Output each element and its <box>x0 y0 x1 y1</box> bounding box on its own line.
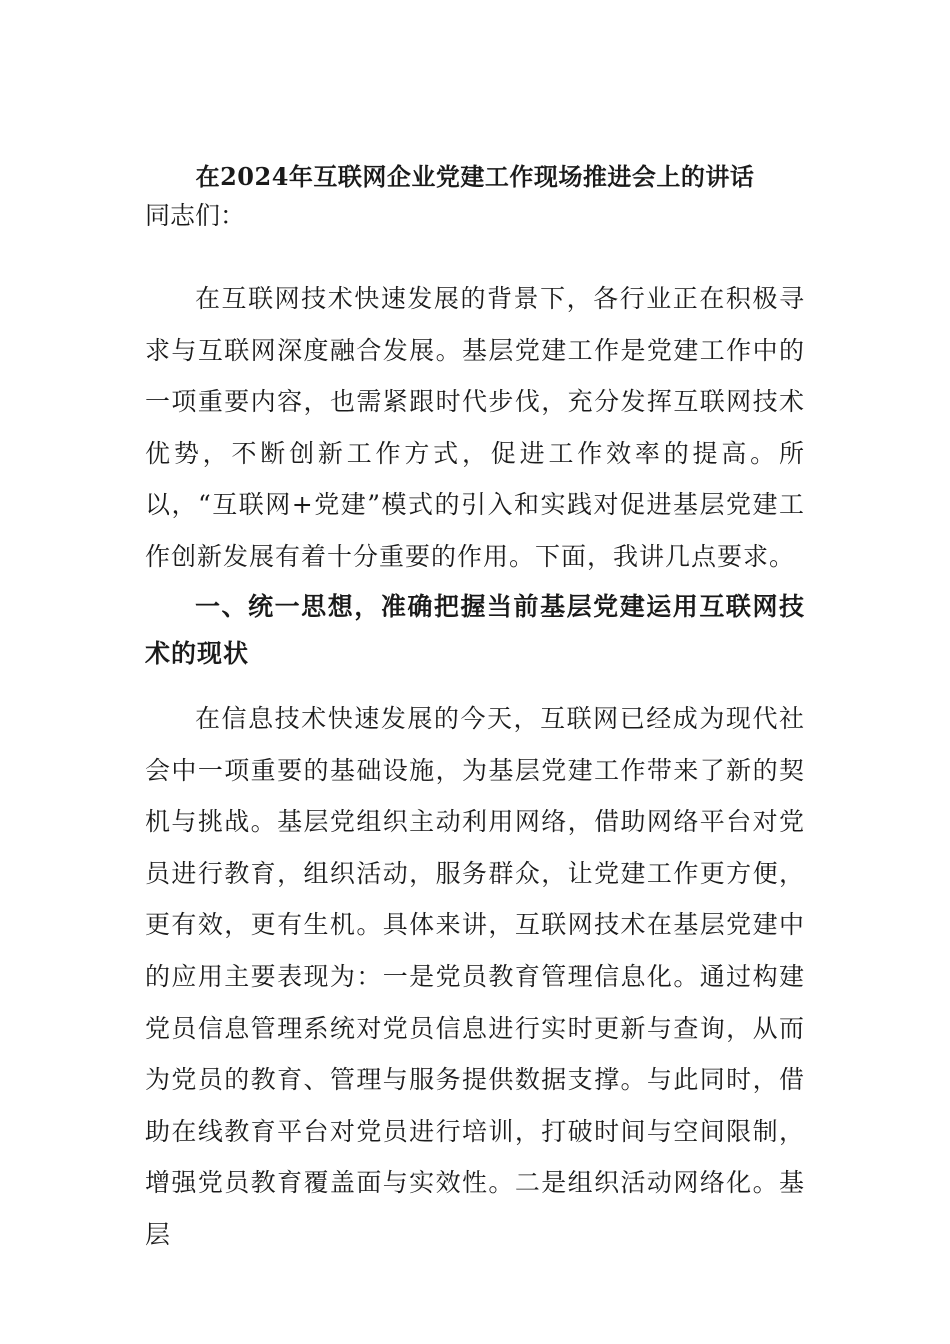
section-paragraph: 在信息技术快速发展的今天，互联网已经成为现代社会中一项重要的基础设施，为基层党建工作带来了新的契机与挑战。基层党组织主动利用网络，借助网络平台对党员进行教育，组织活动，服务群众，让党建工作更方便，更有效，更有生机。具体来讲，互联网技术在基层党建中的应用主要表现为：一是党员教育管理信息化。通过构建党员信息管理系统对党员信息进行实时更新与查询，从而为党员的教育、管理与服务提供数据支撑。与此同时，借助在线教育平台对党员进行培训，打破时间与空间限制，增强党员教育覆盖面与实效性。二是组织活动网络化。基层 <box>145 704 805 1249</box>
intro-paragraph: 在互联网技术快速发展的背景下，各行业正在积极寻求与互联网深度融合发展。基层党建工作是党建工作中的一项重要内容，也需紧跟时代步伐，充分发挥互联网技术优势，不断创新工作方式，促进工作效率的提高。所以，“互联网+党建”模式的引入和实践对促进基层党建工作创新发展有着十分重要的作用。下面，我讲几点要求。 <box>145 284 805 571</box>
salutation: 同志们： <box>145 201 246 230</box>
section-heading: 一、统一思想，准确把握当前基层党建运用互联网技术的现状 <box>145 592 805 668</box>
document-title: 在2024年互联网企业党建工作现场推进会上的讲话 <box>195 162 755 191</box>
